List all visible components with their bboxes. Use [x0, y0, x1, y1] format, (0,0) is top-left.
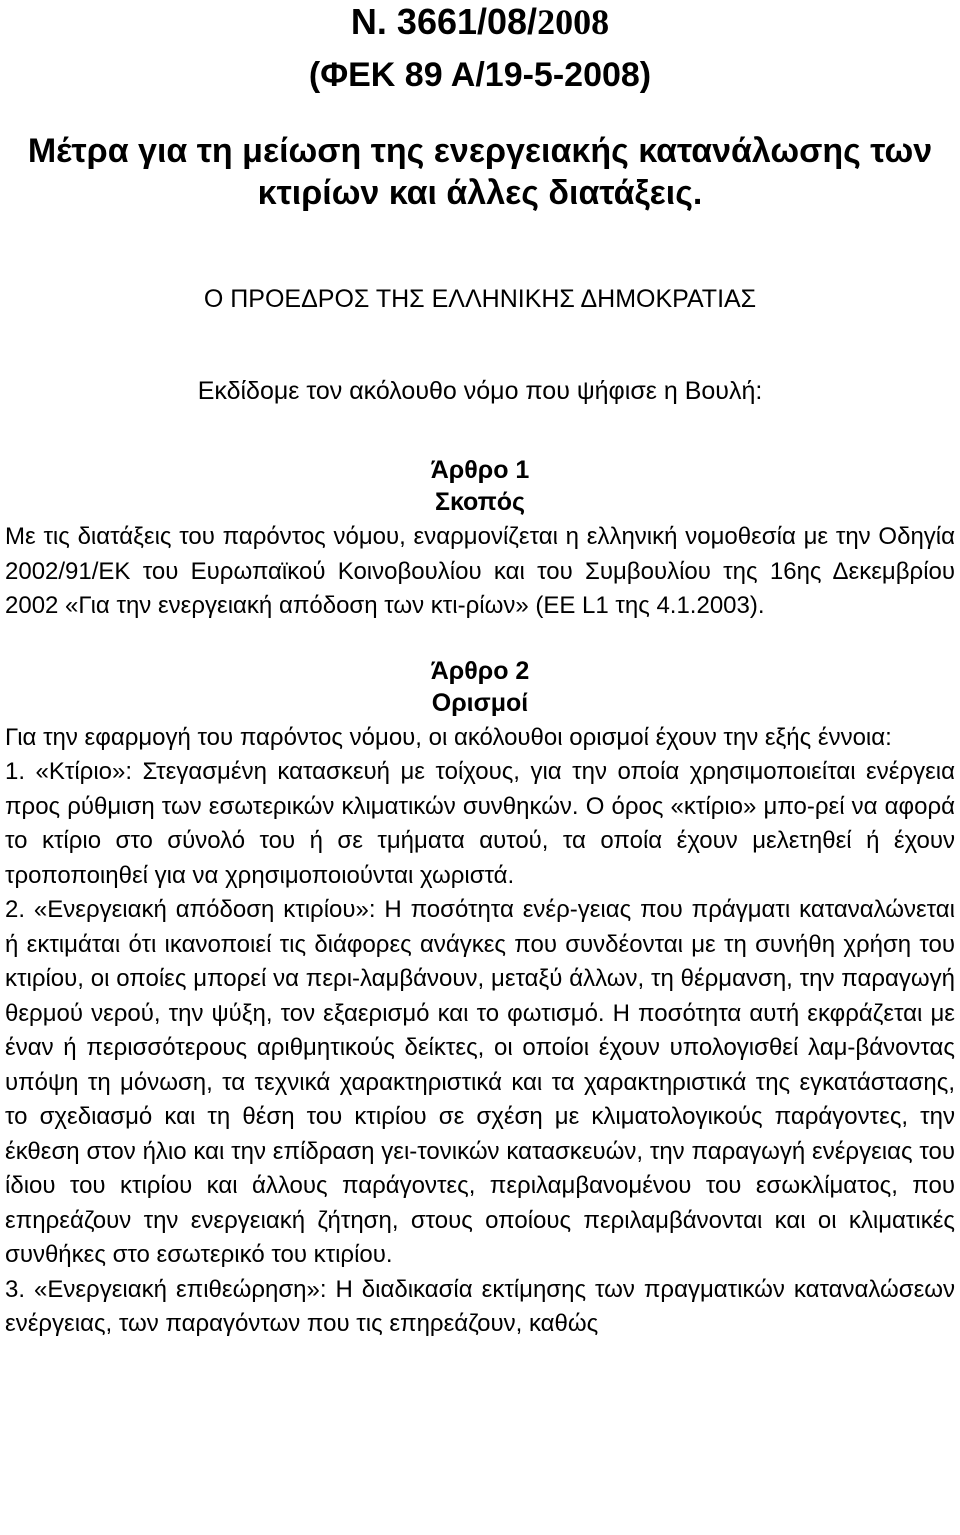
law-number-text: Ν. 3661/08/	[350, 1, 538, 42]
article-2-intro-paragraph: Για την εφαρμογή του παρόντος νόμου, οι ακόλουθοι ορισμοί έχουν την εξής έννοια:	[5, 723, 892, 751]
definition-energy-inspection: 3. «Ενεργειακή επιθεώρηση»: Η διαδικασία εκτίμησης των πραγματικών καταναλώσεων ενέργειας, των παραγόντων που τις επηρεάζουν, καθώς	[5, 1275, 955, 1337]
enactment-intro: Εκδίδομε τον ακόλουθο νόμο που ψήφισε η Βουλή:	[197, 377, 763, 405]
definition-building: 1. «Κτίριο»: Στεγασμένη κατασκευή με τοίχους, για την οποία χρησιμοποιείται ενέργεια προς ρύθμιση των εσωτερικών κλιματικών συνθηκών. Ο όρος «κτίριο» μπο-ρεί να αφορά το κτίριο στο σύνολό του ή σε τμήματα αυτού, τα οποία έχουν μελετηθεί ή έχουν τροποποιηθεί για να χρησιμοποιούνται χωριστά.	[5, 758, 955, 889]
law-year: 2008	[537, 2, 610, 42]
article-1-number: Άρθρο 1	[430, 456, 530, 484]
law-number	[5, 0, 955, 44]
law-title: Μέτρα για τη μείωση της ενεργειακής κατανάλωσης των κτιρίων και άλλες διατάξεις.	[27, 132, 933, 212]
gazette-reference: (ΦΕΚ 89 Α/19-5-2008)	[308, 56, 652, 94]
article-2-number: Άρθρο 2	[430, 656, 530, 685]
article-1-heading: Σκοπός	[434, 488, 526, 516]
president-heading: Ο ΠΡΟΕΔΡΟΣ ΤΗΣ ΕΛΛΗΝΙΚΗΣ ΔΗΜΟΚΡΑΤΙΑΣ	[203, 285, 757, 313]
definition-energy-performance: 2. «Ενεργειακή απόδοση κτιρίου»: Η ποσότητα ενέρ-γειας που πράγματι καταναλώνεται ή εκτιμάται ότι ικανοποιεί τις διάφορες ανάγκες που συνδέονται με τη συνήθη χρήση του κτιρίου, οι οποίες μπορεί να περι-λαμβάνουν, μεταξύ άλλων, τη θέρμανση, την παραγωγή θερμού νερού, την ψύξη, τον εξαερισμό και το φωτισμό. Η ποσότητα αυτή εκφράζεται με έναν ή περισσότερους αριθμητικούς δείκτες, οι οποίοι έχουν υπολογισθεί λαμ-βάνοντας υπόψη τη μόνωση, τα τεχνικά χαρακτηριστικά και τα χαρακτηριστικά της εγκατάστασης, το σχεδιασμό και τη θέση του κτιρίου σε σχέση με κλιματολογικούς παράγοντες, την έκθεση στον ήλιο και την επίδραση γει-τονικών κατασκευών, την παραγωγή ενέργειας του ίδιου του κτιρίου και άλλους παράγοντες, περιλαμβανομένου του εσωκλίματος, που επηρεάζουν την ενεργειακή ζήτηση, στους οποίους περιλαμβάνονται και οι κλιματικές συνθήκες στο εσωτερικό του κτιρίου.	[5, 896, 955, 1268]
article-1-paragraph: Με τις διατάξεις του παρόντος νόμου, εναρμονίζεται η ελληνική νομοθεσία με την Οδηγία 2002/91/ΕΚ του Ευρωπαϊκού Κοινοβουλίου και του Συμβουλίου της 16ης Δεκεμβρίου 2002 «Για την ενεργειακή απόδοση των κτι-ρίων» (ΕΕ L1 της 4.1.2003).	[5, 523, 955, 619]
article-2-heading: Ορισμοί	[431, 688, 529, 717]
